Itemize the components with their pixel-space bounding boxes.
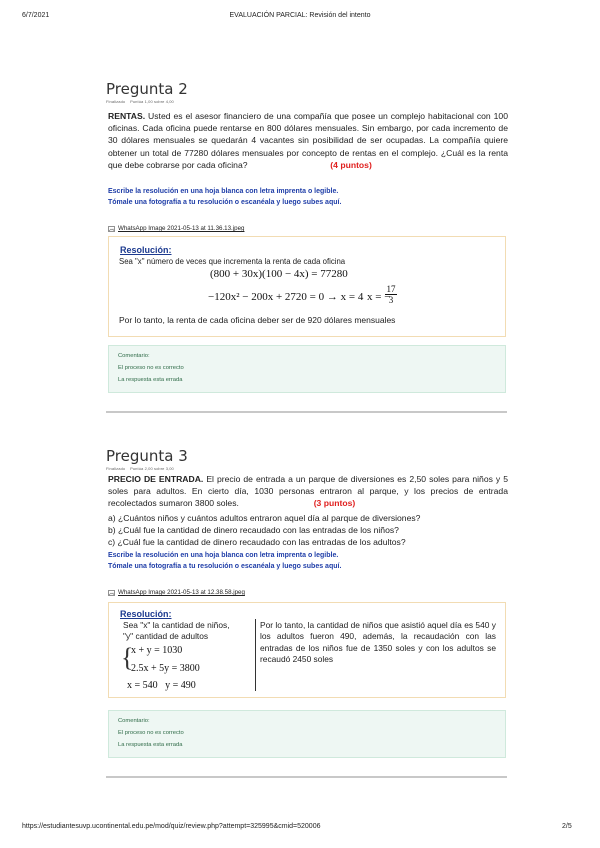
attachment-image xyxy=(108,236,506,337)
resolution-line: Sea "x" la cantidad de niños, xyxy=(123,620,230,630)
question-title: Pregunta 3 xyxy=(106,447,188,465)
comment-box xyxy=(108,710,506,758)
instruction-line: Tómale una fotografía a tu resolución o escanéala y luego subes aquí. xyxy=(108,562,342,570)
question-score: Puntúa 2,00 sobre 3,00 xyxy=(130,466,174,471)
stem-lead: PRECIO DE ENTRADA. xyxy=(108,474,204,484)
question-3-instructions xyxy=(108,551,508,572)
comment-label: Comentario: xyxy=(118,718,150,724)
question-2-stem xyxy=(108,110,508,171)
question-meta xyxy=(106,466,506,471)
question-separator xyxy=(106,411,507,413)
comment-text: La respuesta esta errada xyxy=(118,742,183,748)
equation-2: −120x² − 200x + 2720 = 0 → x = 4 xyxy=(208,291,364,303)
fraction-numerator: 17 xyxy=(386,284,396,294)
resolution-conclusion: Por lo tanto, la renta de cada oficina deber ser de 920 dólares mensuales xyxy=(119,315,396,325)
question-status: Finalizado xyxy=(106,466,126,471)
resolution-line: Sea "x" número de veces que incrementa la renta de cada oficina xyxy=(119,257,346,266)
comment-text: El proceso no es correcto xyxy=(118,365,184,371)
comment-label: Comentario: xyxy=(118,353,150,359)
subquestion: a) ¿Cuántos niños y cuántos adultos entraron aquel día al parque de diversiones? xyxy=(108,513,421,523)
print-page-number: 2/5 xyxy=(562,823,572,830)
stem-lead: RENTAS. xyxy=(108,111,146,121)
question-3-subquestions xyxy=(108,512,508,549)
attachment-image xyxy=(108,602,506,698)
resolution-heading: Resolución: xyxy=(120,609,172,619)
question-status: Finalizado xyxy=(106,99,126,104)
resolution-left xyxy=(123,620,230,642)
question-separator xyxy=(106,776,507,778)
points-badge: (3 puntos) xyxy=(313,498,356,509)
question-3-stem xyxy=(108,473,508,510)
stem-text: El precio de entrada a un parque de diversiones es 2,50 soles para niños y 5 soles para adultos. En cierto día, 1030 personas entraron al parque, y los precios de entrada recolectados sumaron 3800 soles. xyxy=(108,474,509,509)
attachment-link[interactable] xyxy=(108,589,245,596)
attachment-link[interactable] xyxy=(108,225,244,232)
question-meta xyxy=(106,99,506,104)
resolution-heading: Resolución: xyxy=(120,245,172,255)
question-2-instructions xyxy=(108,187,508,208)
subquestion: c) ¿Cuál fue la cantidad de dinero recaudado con las entradas de los adultos? xyxy=(108,537,406,548)
resolution-line: "y" cantidad de adultos xyxy=(123,631,209,641)
attachment-name: WhatsApp Image 2021-05-13 at 12.38.58.jpeg xyxy=(118,589,245,596)
system-solution: x = 540 y = 490 xyxy=(127,680,196,691)
question-title: Pregunta 2 xyxy=(106,80,188,98)
resolution-right: Por lo tanto, la cantidad de niños que asistió aquel día es 540 y los adultos fueron 490, además, la recaudación con las entradas de los niños fue de 1350 soles y con los adultos se recaudó 2450 soles xyxy=(260,620,496,664)
image-file-icon xyxy=(108,226,115,232)
system-eq1: x + y = 1030 xyxy=(131,645,183,656)
system-eq2: 2.5x + 5y = 3800 xyxy=(131,663,200,674)
fraction xyxy=(385,284,397,305)
instruction-line: Escribe la resolución en una hoja blanca con letra imprenta o legible. xyxy=(108,188,339,195)
print-url: https://estudiantesuvp.ucontinental.edu.pe/mod/quiz/review.php?attempt=325995&cmid=520006 xyxy=(22,823,321,830)
comment-text: La respuesta esta errada xyxy=(118,377,183,383)
print-title: EVALUACIÓN PARCIAL: Revisión del intento xyxy=(229,12,371,19)
question-2 xyxy=(106,80,506,104)
column-divider xyxy=(255,619,256,691)
attachment-name: WhatsApp Image 2021-05-13 at 11.36.13.jpeg xyxy=(118,225,245,232)
question-3 xyxy=(106,447,506,471)
equation-2b: x = − xyxy=(367,291,391,303)
stem-text: Usted es el asesor financiero de una compañía que posee un complejo habitacional con 100 oficinas. Cada oficina puede rentarse en 800 dólares mensuales. Sin embargo, por cada incremento de 30 dólares mensuales se quedarán 4 vacantes sin posibilidad de ser ocupadas. La compañía quiere obtener un total de 77280 dólares mensuales por concepto de rentas en el complejo. ¿Cuál es la renta que debe cobrarse por cada oficina? xyxy=(108,111,508,170)
comment-box xyxy=(108,345,506,393)
equation-1: (800 + 30x)(100 − 4x) = 77280 xyxy=(210,268,348,280)
fraction-denominator: 3 xyxy=(388,295,394,305)
image-file-icon xyxy=(108,590,115,596)
system-brace: { xyxy=(121,643,134,672)
instruction-line: Tómale una fotografía a tu resolución o escanéala y luego subes aquí. xyxy=(108,198,342,206)
question-score: Puntúa 1,00 sobre 4,00 xyxy=(130,99,174,104)
comment-text: El proceso no es correcto xyxy=(118,730,184,736)
print-date: 6/7/2021 xyxy=(22,12,50,19)
points-badge: (4 puntos) xyxy=(330,159,372,170)
instruction-line: Escribe la resolución en una hoja blanca con letra imprenta o legible. xyxy=(108,552,339,559)
subquestion: b) ¿Cuál fue la cantidad de dinero recaudado con las entradas de los niños? xyxy=(108,525,399,536)
